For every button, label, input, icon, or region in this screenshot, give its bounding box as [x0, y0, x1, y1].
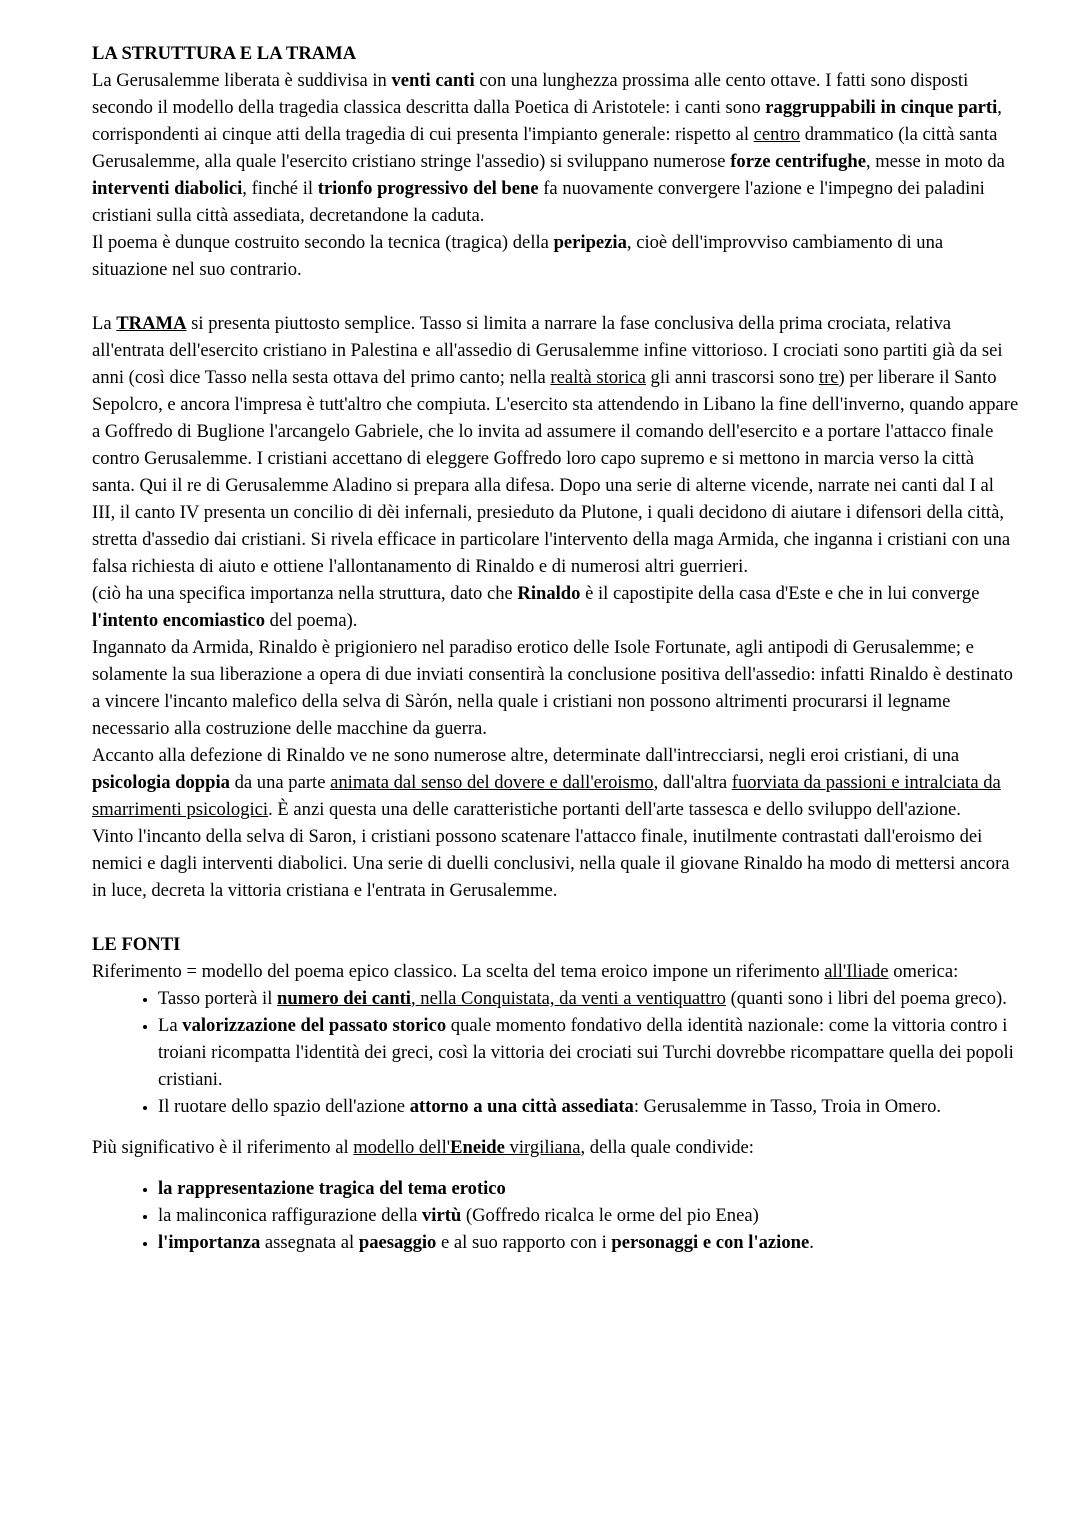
bullet-list-eneide [92, 1175, 1020, 1256]
text-run: si presenta piuttosto semplice. Tasso si limita a narrare la fase conclusiva della prima crociata, relativa all'entrata dell'esercito cristiano in Palestina e all'assedio di Gerusalemme infine vittorioso. I crociati sono partiti già da sei anni (così dice Tasso nella sesta ottava del primo canto; nella [92, 313, 1003, 388]
bold-text: l'intento encomiastico [92, 610, 265, 631]
list-item [158, 1229, 1020, 1256]
bold-text: personaggi e con l'azione [611, 1232, 810, 1253]
text-run: : Gerusalemme in Tasso, Troia in Omero. [633, 1096, 942, 1117]
text-run: (ciò ha una specifica importanza nella struttura, dato che [92, 583, 518, 604]
bold-text: raggruppabili in cinque parti [765, 97, 998, 118]
list-item [158, 1175, 1020, 1202]
text-run: gli anni trascorsi sono [645, 367, 819, 388]
bullet-list-iliade [92, 985, 1020, 1120]
underlined-text: centro [753, 124, 801, 145]
paragraph [92, 742, 1020, 823]
text-run: del poema). [265, 610, 358, 631]
text-run: Più significativo è il riferimento al [92, 1137, 354, 1158]
text-run: assegnata al [260, 1232, 359, 1253]
list-item [158, 1093, 1020, 1120]
bold-text: psicologia doppia [92, 772, 230, 793]
text-run: , cioè dell'improvviso cambiamento di una situazione nel suo contrario. [92, 232, 944, 280]
text-run: Tasso porterà il [158, 988, 278, 1009]
text-run: Il ruotare dello spazio dell'azione [158, 1096, 410, 1117]
bold-text: valorizzazione del passato storico [182, 1015, 447, 1036]
text-run: omerica: [888, 961, 959, 982]
text-run: drammatico (la città santa Gerusalemme, alla quale l'esercito cristiano stringe l'assedio) si sviluppano numerose [92, 124, 998, 172]
text-run: , messe in moto da [865, 151, 1005, 172]
bold-text: l'importanza [158, 1232, 261, 1253]
text-run: è il capostipite della casa d'Este e che in lui converge [580, 583, 980, 604]
paragraph [92, 1134, 1020, 1161]
bold-text: numero dei canti [277, 988, 411, 1009]
spacer [92, 283, 1020, 310]
bold-text: Eneide [450, 1137, 505, 1158]
paragraph [92, 229, 1020, 283]
spacer [92, 1120, 1020, 1134]
paragraph [92, 580, 1020, 634]
bold-text: paesaggio [358, 1232, 437, 1253]
paragraph-trama [92, 310, 1020, 580]
underlined-text: , nella Conquistata, da venti a ventiquattro [410, 988, 726, 1009]
text-run: da una parte [229, 772, 331, 793]
text-run: Accanto alla defezione di Rinaldo ve ne sono numerose altre, determinate dall'intrecciarsi, negli eroi cristiani, di una [92, 745, 960, 766]
list-item [158, 1012, 1020, 1093]
text-run: . È anzi questa una delle caratteristiche portanti dell'arte tassesca e dello sviluppo dell'azione. [268, 799, 961, 820]
text-run: Ingannato da Armida, Rinaldo è prigioniero nel paradiso erotico delle Isole Fortunate, agli antipodi di Gerusalemme; e solamente la sua liberazione a opera di due inviati consentirà la conclusione positiva dell'assedio: infatti Rinaldo è destinato a vincere l'incanto malefico della selva di Sàrón, nella quale i cristiani non possono altrimenti procurarsi il legname necessario alla costruzione delle macchine da guerra. [92, 637, 1013, 739]
bold-text: trionfo progressivo del bene [317, 178, 539, 199]
underlined-text: tre [818, 367, 839, 388]
section-title-fonti: LE FONTI [92, 934, 181, 955]
text-run: , dall'altra [653, 772, 732, 793]
document-page [92, 40, 1020, 1256]
paragraph [92, 823, 1020, 904]
text-run: con una lunghezza prossima alle cento ottave. I fatti sono disposti secondo il modello della tragedia classica descritta dalla Poetica di Aristotele: i canti sono [92, 70, 969, 118]
text-run: , della quale condivide: [580, 1137, 754, 1158]
list-item [158, 1202, 1020, 1229]
text-run: Vinto l'incanto della selva di Saron, i cristiani possono scatenare l'attacco finale, inutilmente contrastati dall'eroismo dei nemici e dagli interventi diabolici. Una serie di duelli conclusivi, nella quale il giovane Rinaldo ha modo di mettersi ancora in luce, decreta la vittoria cristiana e l'entrata in Gerusalemme. [92, 826, 1010, 901]
text-run: fa nuovamente convergere l'azione e l'impegno dei paladini cristiani sulla città assediata, decretandone la caduta. [92, 178, 985, 226]
underlined-text: realtà storica [550, 367, 646, 388]
text-run: (Goffredo ricalca le orme del pio Enea) [461, 1205, 759, 1226]
bold-text: peripezia [553, 232, 627, 253]
text-run: La [158, 1015, 183, 1036]
underlined-text: fuorviata da passioni e intralciata da smarrimenti psicologici [92, 772, 1001, 820]
text-run: la malinconica raffigurazione della [158, 1205, 422, 1226]
underlined-text: virgiliana [504, 1137, 581, 1158]
underlined-text: animata dal senso del dovere e dall'eroismo [330, 772, 654, 793]
bold-text: virtù [421, 1205, 462, 1226]
bold-text: interventi diabolici [92, 178, 243, 199]
text-run: (quanti sono i libri del poema greco). [725, 988, 1007, 1009]
text-run: ) per liberare il Santo Sepolcro, e ancora l'impresa è tutt'altro che compiuta. L'esercito sta attendendo in Libano la fine dell'inverno, quando appare a Goffredo di Buglione l'arcangelo Gabriele, che lo invita ad assumere il comando dell'esercito e a portare l'attacco finale contro Gerusalemme. I cristiani accettano di eleggere Goffredo loro capo supremo e si mettono in marcia verso la città santa. Qui il re di Gerusalemme Aladino si prepara alla difesa. Dopo una serie di alterne vicende, narrate nei canti dal I al III, il canto IV presenta un concilio di dèi infernali, presieduto da Plutone, i quali decidono di aiutare i difensori della città, stretta d'assedio dai cristiani. Si rivela efficace in particolare l'intervento della maga Armida, che inganna i cristiani con una falsa richiesta di aiuto e ottiene l'allontanamento di Rinaldo e di numerosi altri guerrieri. [92, 367, 1019, 577]
text-run: La [92, 313, 117, 334]
paragraph [92, 67, 1020, 229]
bold-text: venti canti [391, 70, 475, 91]
text-run: , finché il [242, 178, 318, 199]
underlined-text: all'Iliade [824, 961, 889, 982]
spacer [92, 1161, 1020, 1175]
text-run: Il poema è dunque costruito secondo la tecnica (tragica) della [92, 232, 554, 253]
bold-text: la rappresentazione tragica del tema erotico [158, 1178, 506, 1199]
text-run: e al suo rapporto con i [436, 1232, 612, 1253]
text-run: Riferimento = modello del poema epico classico. La scelta del tema eroico impone un riferimento [92, 961, 825, 982]
bold-text: TRAMA [116, 313, 187, 334]
paragraph [92, 634, 1020, 742]
bold-text: attorno a una città assediata [409, 1096, 634, 1117]
text-run: quale momento fondativo della identità nazionale: come la vittoria contro i troiani ricompatta l'identità dei greci, così la vittoria dei crociati sui Turchi dovrebbe ricompattare quella dei popoli cristiani. [158, 1015, 1014, 1090]
underlined-text: modello dell' [353, 1137, 451, 1158]
text-run: . [809, 1232, 814, 1253]
bold-text: Rinaldo [517, 583, 581, 604]
text-run: , corrispondenti ai cinque atti della tragedia di cui presenta l'impianto generale: rispetto al [92, 97, 1002, 145]
paragraph [92, 958, 1020, 985]
text-run: La Gerusalemme liberata è suddivisa in [92, 70, 392, 91]
spacer [92, 904, 1020, 931]
list-item [158, 985, 1020, 1012]
bold-text: forze centrifughe [730, 151, 866, 172]
section-title-struttura: LA STRUTTURA E LA TRAMA [92, 43, 357, 64]
